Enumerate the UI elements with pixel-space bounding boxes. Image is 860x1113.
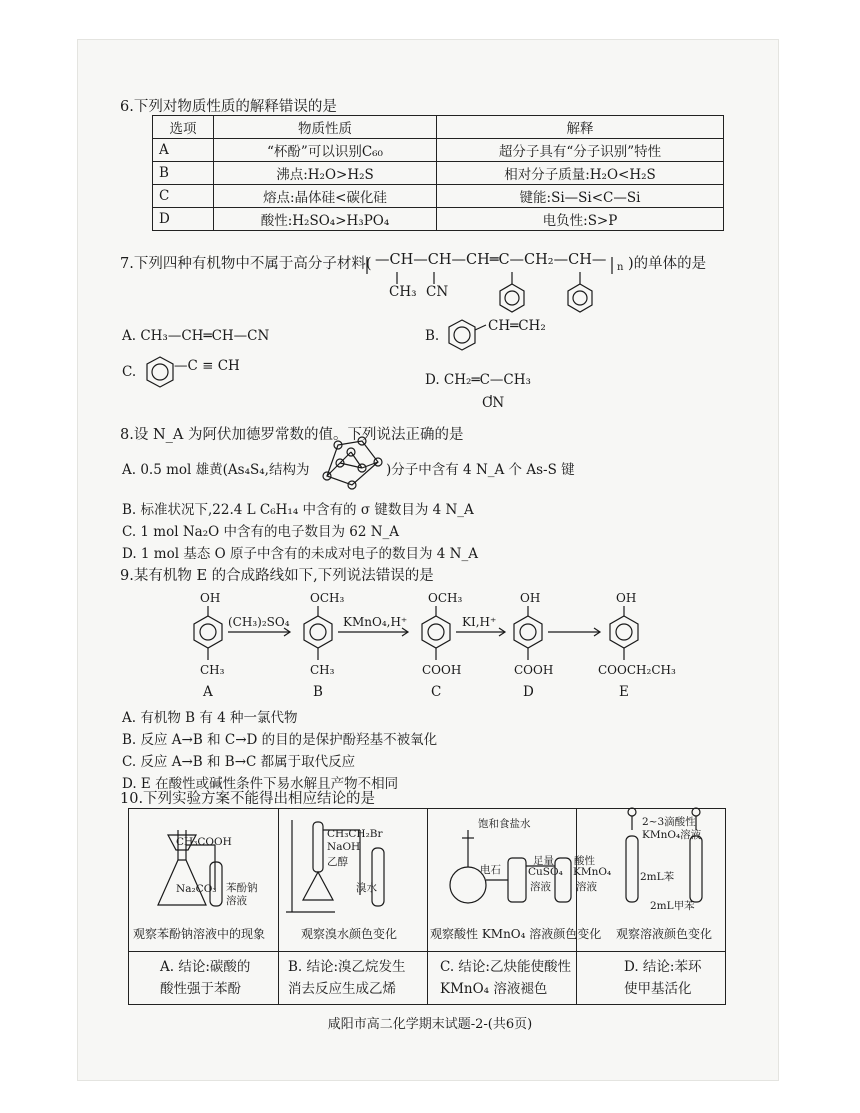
q9-option-c: C. 反应 A→B 和 B→C 都属于取代反应 [122, 754, 356, 770]
caption-a: 观察苯酚钠溶液中的现象 [133, 927, 266, 941]
q7-stem-post: )的单体的是 [628, 256, 707, 272]
q8-option-a-post: )分子中含有 4 N_A 个 As-S 键 [386, 462, 575, 478]
compound-label-e: E [619, 684, 629, 700]
cell: C [153, 185, 214, 208]
q8-option-c: C. 1 mol Na₂O 中含有的电子数目为 62 N_A [122, 524, 400, 540]
label-calcium-carbide: 电石 [480, 864, 501, 876]
header-explanation: 解释 [437, 116, 724, 139]
cell: D [153, 208, 214, 231]
reagent-1: (CH₃)₂SO₄ [228, 615, 290, 629]
label-kmno4-solution: KMnO₄溶液 [642, 829, 702, 841]
cell: 熔点:晶体硅<碳化硅 [214, 185, 437, 208]
caption-b: 观察溴水颜色变化 [301, 927, 398, 941]
q7-option-d: D. CH₂═C—CH₃ [425, 372, 531, 388]
q8-option-b: B. 标准状况下,22.4 L C₆H₁₄ 中含有的 σ 键数目为 4 N_A [122, 502, 474, 518]
q9-option-b: B. 反应 A→B 和 C→D 的目的是保护酚羟基不被氧化 [122, 732, 438, 748]
q7-option-b-label: B. [425, 328, 440, 344]
cell: 酸性:H₂SO₄>H₃PO₄ [214, 208, 437, 231]
label-solution-c1: 溶液 [530, 881, 551, 893]
cell: 相对分子质量:H₂O<H₂S [437, 162, 724, 185]
group-c-top: OCH₃ [428, 591, 463, 605]
q7-option-a: A. CH₃—CH═CH—CN [122, 328, 270, 344]
caption-d: 观察溶液颜色变化 [616, 927, 713, 941]
conclusion-c-line1: C. 结论:乙炔能使酸性 [440, 959, 571, 975]
cell: 键能:Si—Si<C—Si [437, 185, 724, 208]
label-naoh: NaOH [327, 841, 361, 853]
conclusion-b-line2: 消去反应生成乙烯 [288, 981, 396, 997]
page-footer: 咸阳市高二化学期末试题-2-(共6页) [327, 1017, 533, 1032]
label-sodium-phenoxide: 苯酚钠 [226, 882, 258, 894]
polymer-formula: —CH—CH—CH═C—CH₂—CH— [375, 252, 607, 268]
q7-stem-pre: 7.下列四种有机物中不属于高分子材料( [120, 256, 372, 272]
conclusion-d-line1: D. 结论:苯环 [624, 959, 702, 975]
compound-label-c: C [431, 684, 442, 700]
compound-label-a: A [203, 684, 213, 700]
conclusion-c-line2: KMnO₄ 溶液褪色 [440, 981, 548, 997]
label-bromine-water: 溴水 [356, 882, 377, 894]
cell: A [153, 139, 214, 162]
group-d-top: OH [520, 591, 541, 605]
group-b-top: OCH₃ [310, 591, 345, 605]
label-acetic-acid: CH₃COOH [176, 836, 232, 848]
conclusion-a [160, 956, 250, 1000]
q7-option-d-cn: CN [482, 395, 505, 411]
q8-stem: 8.设 N_A 为阿伏加德罗常数的值。下列说法正确的是 [120, 427, 464, 443]
cell: “杯酚”可以识别C₆₀ [214, 139, 437, 162]
group-b-bottom: CH₃ [310, 663, 335, 677]
conclusion-a-line2: 酸性强于苯酚 [160, 981, 241, 997]
compound-label-d: D [523, 684, 534, 700]
conclusion-b-line1: B. 结论:溴乙烷发生 [288, 959, 406, 975]
cell: B [153, 162, 214, 185]
q9-option-d: D. E 在酸性或碱性条件下易水解且产物不相同 [122, 776, 399, 792]
q8-option-a-pre: A. 0.5 mol 雄黄(As₄S₄,结构为 [122, 462, 310, 478]
group-c-bottom: COOH [422, 663, 462, 677]
polymer-ch3: CH₃ [389, 284, 417, 300]
conclusion-d-line2: 使甲基活化 [624, 981, 692, 997]
q6-stem: 6.下列对物质性质的解释错误的是 [120, 99, 337, 115]
label-solution-a: 溶液 [226, 895, 247, 907]
conclusion-c [440, 956, 571, 1000]
q8-option-d: D. 1 mol 基态 O 原子中含有的未成对电子的数目为 4 N_A [122, 546, 478, 562]
q7-option-b-chain: CH═CH₂ [488, 318, 546, 334]
group-d-bottom: COOH [514, 663, 554, 677]
q10-stem: 10.下列实验方案不能得出相应结论的是 [120, 791, 376, 807]
label-ethanol: 乙醇 [327, 856, 348, 868]
header-option: 选项 [153, 116, 214, 139]
group-e-top: OH [616, 591, 637, 605]
compound-label-b: B [313, 684, 323, 700]
reagent-2: KMnO₄,H⁺ [343, 615, 408, 629]
group-a-bottom: CH₃ [200, 663, 225, 677]
q7-option-c-label: C. [122, 364, 137, 380]
label-kmno4: KMnO₄ [573, 866, 612, 878]
polymer-n: n [617, 262, 624, 273]
label-drops: 2~3滴酸性 [642, 816, 696, 828]
label-toluene: 2mL甲苯 [650, 900, 695, 912]
polymer-cn: CN [426, 284, 449, 300]
label-brine: 饱和食盐水 [478, 818, 531, 830]
q9-option-a: A. 有机物 B 有 4 种一氯代物 [122, 710, 298, 726]
cell: 超分子具有“分子识别”特性 [437, 139, 724, 162]
conclusion-d [624, 956, 701, 1000]
label-bromoethane: CH₃CH₂Br [327, 828, 383, 840]
label-benzene: 2mL苯 [640, 871, 675, 883]
cell: 沸点:H₂O>H₂S [214, 162, 437, 185]
reagent-3: KI,H⁺ [462, 615, 497, 629]
label-sodium-carbonate: Na₂CO₃ [176, 883, 217, 895]
group-e-bottom: COOCH₂CH₃ [598, 663, 676, 677]
q9-stem: 9.某有机物 E 的合成路线如下,下列说法错误的是 [120, 568, 434, 584]
label-solution-c2: 溶液 [576, 881, 597, 893]
q7-option-c-chain: —C ≡ CH [174, 358, 240, 374]
cell: 电负性:S>P [437, 208, 724, 231]
caption-c: 观察酸性 KMnO₄ 溶液颜色变化 [430, 927, 602, 941]
header-property: 物质性质 [214, 116, 437, 139]
label-cuso4: CuSO₄ [528, 866, 563, 878]
conclusion-b [288, 956, 406, 1000]
label-excess: 足量 [533, 855, 554, 867]
conclusion-a-line1: A. 结论:碳酸的 [160, 959, 251, 975]
group-a-top: OH [200, 591, 221, 605]
label-acidic: 酸性 [574, 855, 595, 867]
